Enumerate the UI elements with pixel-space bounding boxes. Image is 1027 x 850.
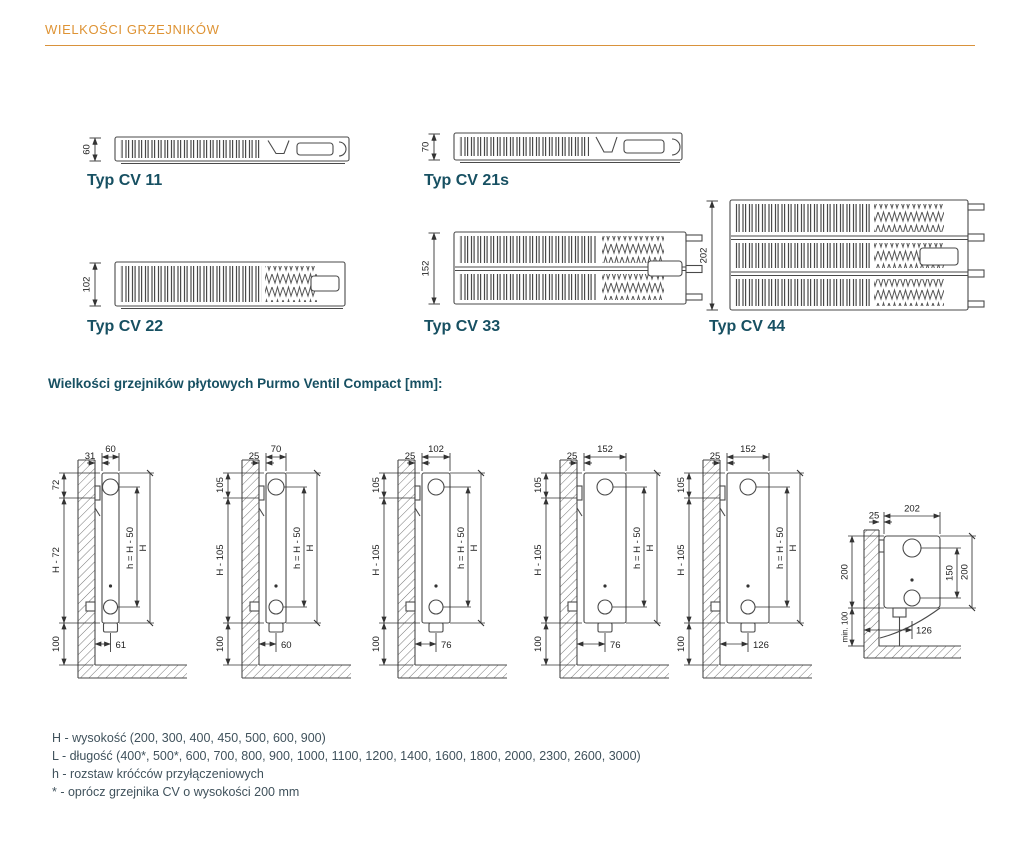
cv22-depth-dimension bbox=[82, 263, 102, 306]
legend-line-height: H - wysokość (200, 300, 400, 450, 500, 600, 900) bbox=[52, 731, 326, 745]
connection-offset-label: 126 bbox=[916, 625, 932, 637]
height-right-label: 200 bbox=[959, 564, 971, 580]
connection-offset-label: 61 bbox=[115, 640, 127, 651]
mid-height-label: H - 105 bbox=[215, 544, 226, 576]
depth-label: 152 bbox=[740, 444, 756, 455]
legend-line-length: L - długość (400*, 500*, 600, 700, 800, 900, 1000, 1100, 1200, 1400, 1600, 1800, 2000, 2300, 2600, 3000) bbox=[52, 749, 641, 763]
title-rule bbox=[45, 45, 975, 46]
legend-line-note: * - oprócz grzejnika CV o wysokości 200 mm bbox=[52, 785, 300, 799]
upper-bracket-label: 105 bbox=[676, 477, 687, 493]
connection-offset-label: 126 bbox=[753, 640, 769, 651]
pipe-spacing-label: h = H - 50 bbox=[775, 527, 786, 569]
dimension-label: 60 bbox=[81, 144, 93, 155]
type-label-cv44: Typ CV 44 bbox=[709, 318, 786, 335]
height-left-label: 200 bbox=[839, 564, 851, 580]
cv21s-top-view bbox=[420, 130, 704, 170]
wall-offset-label: 25 bbox=[404, 451, 416, 462]
wall-and-radiator-drawing bbox=[864, 530, 961, 658]
depth-label: 152 bbox=[597, 444, 613, 455]
section-heading: Wielkości grzejników płytowych Purmo Ventil Compact [mm]: bbox=[48, 376, 443, 391]
total-height-label: H bbox=[645, 544, 656, 552]
total-height-label: H bbox=[138, 544, 149, 552]
floor-clearance-label: 100 bbox=[371, 636, 382, 652]
type-label-cv21s: Typ CV 21s bbox=[424, 172, 510, 189]
pipe-spacing-label: h = H - 50 bbox=[456, 527, 467, 569]
type-label-cv33: Typ CV 33 bbox=[424, 318, 501, 335]
legend bbox=[52, 729, 641, 801]
dimension-label: 70 bbox=[420, 141, 432, 153]
depth-label: 60 bbox=[105, 444, 116, 455]
side-mounting-diagram-3 bbox=[370, 428, 535, 693]
depth-label: 102 bbox=[428, 444, 444, 455]
cv11-depth-dimension bbox=[82, 138, 102, 161]
dimension-label: 102 bbox=[81, 276, 93, 293]
depth-label: 202 bbox=[904, 503, 920, 515]
side-mounting-diagram-5 bbox=[675, 428, 840, 693]
floor-clearance-label: 100 bbox=[215, 636, 226, 652]
cv33-radiator-body bbox=[454, 232, 702, 304]
upper-bracket-label: 105 bbox=[371, 477, 382, 493]
upper-bracket-label: 72 bbox=[51, 479, 62, 491]
upper-bracket-label: 105 bbox=[533, 477, 544, 493]
cv11-radiator-body bbox=[115, 137, 349, 164]
pipe-spacing-label: h = H - 50 bbox=[632, 527, 643, 569]
legend-line-pipe-spacing: h - rozstaw króćców przyłączeniowych bbox=[52, 767, 264, 781]
mid-height-label: H - 105 bbox=[371, 544, 382, 576]
side-mounting-diagram-4 bbox=[532, 428, 697, 693]
upper-bracket-label: 105 bbox=[215, 477, 226, 493]
cv21s-radiator-body bbox=[454, 133, 682, 163]
type-label-cv11: Typ CV 11 bbox=[87, 172, 163, 189]
wall-offset-label: 25 bbox=[709, 451, 721, 462]
mid-height-label: H - 105 bbox=[676, 544, 687, 576]
cv33-depth-dimension bbox=[421, 233, 441, 304]
connection-offset-label: 76 bbox=[441, 640, 452, 651]
wall-offset-label: 25 bbox=[248, 451, 260, 462]
dimension-label: 202 bbox=[698, 247, 710, 264]
cv11-top-view bbox=[81, 134, 365, 168]
connection-offset-label: 60 bbox=[281, 640, 292, 651]
floor-clearance-label: 100 bbox=[676, 636, 687, 652]
side-mounting-diagram-1 bbox=[50, 428, 215, 693]
mid-height-label: H - 105 bbox=[533, 544, 544, 576]
pipe-spacing-label: h = H - 50 bbox=[125, 527, 136, 569]
side-mounting-diagram-2 bbox=[214, 428, 379, 693]
total-height-label: H bbox=[305, 544, 316, 552]
dimension-label: 152 bbox=[420, 260, 432, 277]
floor-clearance-label: 100 bbox=[533, 636, 544, 652]
wall-offset-label: 25 bbox=[868, 510, 880, 522]
cv33-top-view bbox=[420, 229, 716, 313]
mid-height-label: H - 72 bbox=[51, 547, 62, 573]
cv21s-depth-dimension bbox=[421, 134, 441, 160]
type-label-cv22: Typ CV 22 bbox=[87, 318, 164, 335]
corner-mounting-diagram bbox=[839, 468, 1022, 696]
total-height-label: H bbox=[469, 544, 480, 552]
cv44-depth-dimension bbox=[699, 201, 719, 310]
cv22-top-view bbox=[81, 259, 365, 311]
cv44-radiator-body bbox=[730, 200, 984, 310]
wall-and-radiator-drawing bbox=[398, 460, 507, 678]
cv44-top-view bbox=[698, 197, 998, 315]
floor-clearance-label: 100 bbox=[51, 636, 62, 652]
wall-offset-label: 25 bbox=[566, 451, 578, 462]
cv22-radiator-body bbox=[115, 262, 345, 309]
pipe-spacing-label: h = H - 50 bbox=[292, 527, 303, 569]
pipe-spacing-label: 150 bbox=[944, 565, 956, 581]
floor-clearance-min-label: min. 100 bbox=[840, 611, 850, 643]
page-title: WIELKOŚCI GRZEJNIKÓW bbox=[45, 22, 220, 37]
depth-label: 70 bbox=[270, 444, 282, 455]
wall-offset-label: 31 bbox=[84, 451, 96, 462]
connection-offset-label: 76 bbox=[610, 640, 621, 651]
total-height-label: H bbox=[788, 544, 799, 552]
